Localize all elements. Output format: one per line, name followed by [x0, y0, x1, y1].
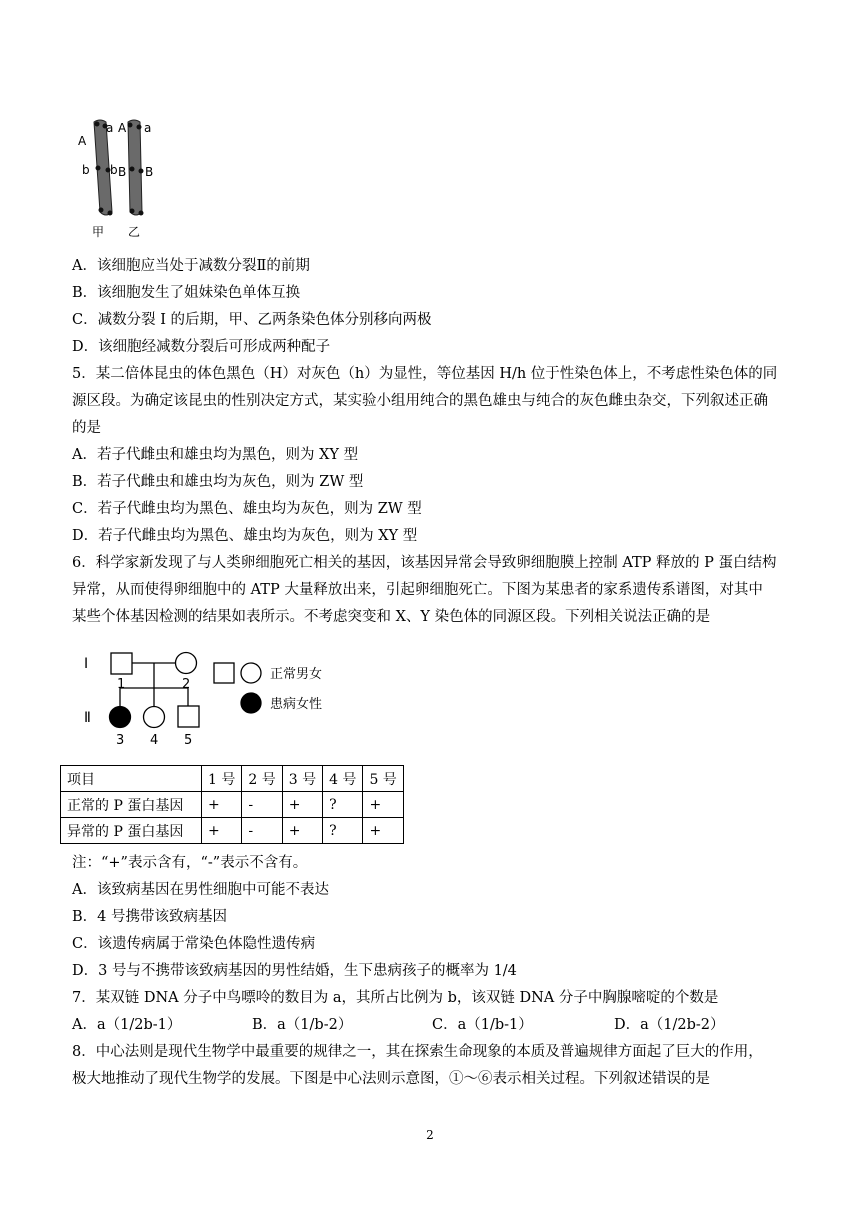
legend-circle-icon	[241, 663, 261, 683]
chromosome-yi	[128, 120, 144, 216]
generation-label-1: Ⅰ	[84, 656, 89, 672]
q6-stem-line-2: 异常，从而使得卵细胞中的 ATP 大量释放出来，引起卵细胞死亡。下图为某患者的家系遗传系谱图，对其中	[72, 582, 763, 598]
gene-label-a-right: a	[144, 121, 152, 135]
gene-label-a-left: a	[106, 121, 114, 135]
table-cell: ?	[323, 818, 363, 844]
q8-stem-line-1: 8．中心法则是现代生物学中最重要的规律之一，其在探索生命现象的本质及普遍规律方面起了巨大的作用，	[72, 1044, 763, 1060]
table-cell: +	[282, 818, 322, 844]
q4-option-b: B．该细胞发生了姐妹染色单体互换	[72, 285, 301, 301]
q5-option-a: A．若子代雌虫和雄虫均为黑色，则为 XY 型	[72, 447, 359, 463]
legend-square-icon	[214, 663, 234, 683]
q6-table-note: 注：“+”表示含有，“-”表示不含有。	[72, 855, 308, 871]
table-header-cell: 2 号	[242, 766, 282, 792]
individual-1-normal-male	[111, 653, 132, 674]
individual-label-4: 4	[150, 733, 159, 748]
table-header-cell: 项目	[61, 766, 202, 792]
q5-option-d: D．若子代雌虫均为黑色、雄虫均为灰色，则为 XY 型	[72, 528, 418, 544]
table-header-cell: 5 号	[363, 766, 403, 792]
page-number: 2	[426, 1128, 434, 1142]
q7-option-a: A．a（1/2b-1）	[72, 1017, 182, 1033]
q6-option-a: A．该致病基因在男性细胞中可能不表达	[72, 882, 329, 898]
q6-option-d: D．3 号与不携带该致病基因的男性结婚，生下患病孩子的概率为 1/4	[72, 963, 517, 979]
chromosome-label-jia: 甲	[92, 225, 105, 239]
table-cell: 正常的 P 蛋白基因	[61, 792, 202, 818]
individual-label-1: 1	[117, 677, 126, 692]
generation-label-2: Ⅱ	[84, 710, 91, 726]
table-cell: +	[363, 818, 403, 844]
individual-5-normal-male	[178, 706, 199, 727]
table-header-cell: 3 号	[282, 766, 322, 792]
gene-label-b-mid: b	[110, 163, 118, 177]
q5-option-b: B．若子代雌虫和雄虫均为灰色，则为 ZW 型	[72, 474, 364, 490]
legend-filled-circle-icon	[241, 693, 261, 713]
chromosome-label-yi: 乙	[128, 225, 141, 239]
chromosome-figure	[72, 112, 162, 242]
q7-option-b: B．a（1/b-2）	[252, 1017, 353, 1033]
gene-label-A-left: A	[78, 134, 87, 148]
table-header-cell: 1 号	[202, 766, 242, 792]
table-cell: ?	[323, 792, 363, 818]
gene-label-B-mid: B	[118, 165, 127, 179]
q6-stem-line-1: 6．科学家新发现了与人类卵细胞死亡相关的基因，该基因异常会导致卵细胞膜上控制 ATP 释放的 P 蛋白结构	[72, 555, 777, 571]
gene-label-A-right: A	[118, 121, 127, 135]
legend-normal-label: 正常男女	[270, 667, 323, 682]
pedigree-chart	[80, 648, 360, 748]
table-cell: +	[202, 818, 242, 844]
q7-option-c: C．a（1/b-1）	[432, 1017, 533, 1033]
individual-label-2: 2	[182, 677, 191, 692]
gene-detection-table	[60, 765, 404, 844]
table-cell: +	[282, 792, 322, 818]
q8-stem-line-2: 极大地推动了现代生物学的发展。下图是中心法则示意图，①～⑥表示相关过程。下列叙述错误的是	[72, 1071, 710, 1087]
table-row	[61, 818, 404, 844]
table-header-cell: 4 号	[323, 766, 363, 792]
individual-2-normal-female	[176, 653, 197, 674]
q6-stem-line-3: 某些个体基因检测的结果如表所示。不考虑突变和 X、Y 染色体的同源区段。下列相关说法正确的是	[72, 609, 711, 625]
q7-stem: 7．某双链 DNA 分子中鸟嘌呤的数目为 a，其所占比例为 b，该双链 DNA 分子中胸腺嘧啶的个数是	[72, 990, 719, 1006]
q5-stem-line-2: 源区段。为确定该昆虫的性别决定方式，某实验小组用纯合的黑色雄虫与纯合的灰色雌虫杂交，下列叙述正确	[72, 393, 768, 409]
q4-option-d: D．该细胞经减数分裂后可形成两种配子	[72, 339, 331, 355]
table-cell: -	[242, 818, 282, 844]
individual-label-3: 3	[116, 733, 125, 748]
legend-affected-label: 患病女性	[270, 697, 323, 712]
q6-option-b: B．4 号携带该致病基因	[72, 909, 227, 925]
table-cell: +	[363, 792, 403, 818]
q7-option-d: D．a（1/2b-2）	[614, 1017, 725, 1033]
table-cell: 异常的 P 蛋白基因	[61, 818, 202, 844]
table-cell: -	[242, 792, 282, 818]
q5-stem-line-3: 的是	[72, 420, 101, 436]
q4-option-c: C．减数分裂 I 的后期，甲、乙两条染色体分别移向两极	[72, 312, 432, 328]
gene-label-b-left: b	[82, 163, 90, 177]
individual-label-5: 5	[184, 733, 193, 748]
individual-3-affected-female	[110, 707, 131, 728]
table-cell: +	[202, 792, 242, 818]
gene-label-B-right: B	[145, 165, 154, 179]
q6-option-c: C．该遗传病属于常染色体隐性遗传病	[72, 936, 316, 952]
table-row	[61, 792, 404, 818]
table-header-row	[61, 766, 404, 792]
individual-4-normal-female	[144, 707, 165, 728]
q4-option-a: A．该细胞应当处于减数分裂Ⅱ的前期	[72, 258, 310, 274]
q5-option-c: C．若子代雌虫均为黑色、雄虫均为灰色，则为 ZW 型	[72, 501, 422, 517]
q5-stem-line-1: 5．某二倍体昆虫的体色黑色（H）对灰色（h）为显性，等位基因 H/h 位于性染色体上，不考虑性染色体的同	[72, 366, 778, 382]
